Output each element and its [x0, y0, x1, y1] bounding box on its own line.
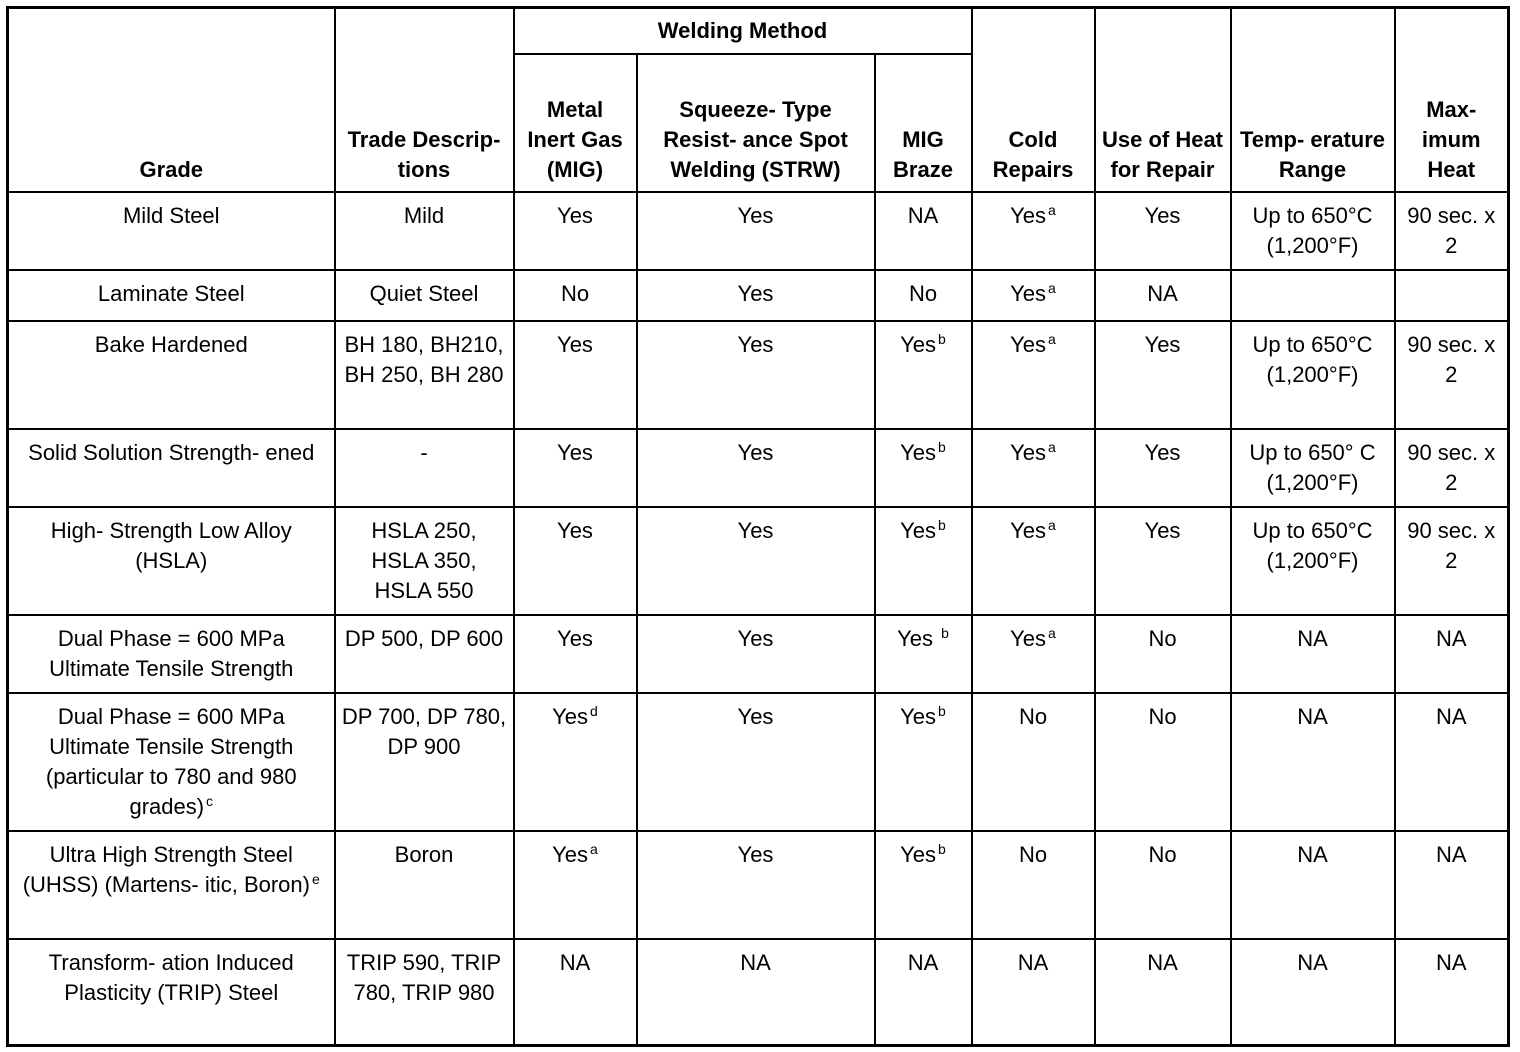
cell-text: Yes: [897, 625, 940, 651]
cell-grade: [8, 615, 335, 693]
cell-trade: Mild: [335, 192, 514, 270]
header-use-of-heat: Use of Heat for Repair: [1095, 8, 1231, 192]
footnote-marker: a: [1048, 624, 1056, 641]
cell-cold: [972, 192, 1095, 270]
table-header: [8, 8, 1509, 192]
footnote-marker: c: [206, 792, 214, 809]
cell-max: NA: [1395, 939, 1509, 1046]
cell-braze: [875, 693, 972, 831]
cell-cold: [972, 429, 1095, 507]
cell-max: 90 sec. x 2: [1395, 192, 1509, 270]
cell-cold: [972, 615, 1095, 693]
cell-text: Yes: [1010, 202, 1047, 228]
cell-text: No: [560, 280, 590, 306]
cell-grade: [8, 831, 335, 939]
cell-braze: [875, 270, 972, 321]
footnote-marker: a: [1048, 438, 1056, 455]
table-row: [8, 192, 1509, 270]
cell-text: NA: [1017, 949, 1049, 975]
cell-text: NA: [559, 949, 591, 975]
cell-text: Yes: [1010, 439, 1047, 465]
cell-text: No: [1018, 841, 1048, 867]
footnote-marker: a: [590, 840, 598, 857]
cell-text: Yes: [557, 625, 593, 651]
cell-grade: [8, 429, 335, 507]
cell-strw: Yes: [637, 429, 875, 507]
cell-temp: [1231, 270, 1395, 321]
cell-strw: Yes: [637, 321, 875, 429]
header-maximum-heat: Max- imum Heat: [1395, 8, 1509, 192]
cell-max: [1395, 270, 1509, 321]
cell-trade: HSLA 250, HSLA 350, HSLA 550: [335, 507, 514, 615]
footnote-marker: b: [938, 438, 946, 455]
header-trade-descriptions: Trade Descrip- tions: [335, 8, 514, 192]
cell-cold: [972, 321, 1095, 429]
cell-temp: Up to 650°C (1,200°F): [1231, 192, 1395, 270]
cell-heat: Yes: [1095, 507, 1231, 615]
cell-braze: [875, 507, 972, 615]
cell-cold: [972, 507, 1095, 615]
cell-heat: Yes: [1095, 192, 1231, 270]
cell-mig: [514, 939, 637, 1046]
cell-text: Yes: [900, 331, 937, 357]
table-row: [8, 831, 1509, 939]
cell-text: Ultra High Strength Steel (UHSS) (Martens- itic, Boron): [22, 841, 310, 897]
footnote-marker: a: [1048, 330, 1056, 347]
cell-trade: Boron: [335, 831, 514, 939]
header-welding-method: Welding Method: [514, 8, 972, 54]
cell-text: Dual Phase = 600 MPa Ultimate Tensile Strength: [49, 625, 294, 681]
cell-braze: [875, 615, 972, 693]
cell-mig: [514, 192, 637, 270]
table-row: [8, 270, 1509, 321]
cell-mig: [514, 615, 637, 693]
cell-text: Mild Steel: [122, 202, 220, 228]
cell-text: High- Strength Low Alloy (HSLA): [50, 517, 292, 573]
cell-text: No: [908, 280, 938, 306]
footnote-marker: b: [941, 624, 949, 641]
cell-strw: Yes: [637, 615, 875, 693]
cell-cold: [972, 939, 1095, 1046]
cell-text: Yes: [900, 517, 937, 543]
footnote-marker: b: [938, 702, 946, 719]
cell-text: Solid Solution Strength- ened: [28, 439, 315, 465]
cell-braze: [875, 429, 972, 507]
header-grade: Grade: [8, 8, 335, 192]
cell-grade: [8, 192, 335, 270]
cell-cold: [972, 693, 1095, 831]
cell-grade: [8, 693, 335, 831]
cell-strw: Yes: [637, 192, 875, 270]
cell-braze: [875, 831, 972, 939]
cell-max: 90 sec. x 2: [1395, 321, 1509, 429]
table-row: [8, 615, 1509, 693]
cell-mig: [514, 693, 637, 831]
cell-text: NA: [907, 202, 939, 228]
cell-strw: Yes: [637, 507, 875, 615]
table-row: [8, 429, 1509, 507]
cell-text: Yes: [557, 439, 593, 465]
footnote-marker: e: [311, 870, 320, 887]
cell-trade: DP 700, DP 780, DP 900: [335, 693, 514, 831]
cell-trade: TRIP 590, TRIP 780, TRIP 980: [335, 939, 514, 1046]
header-mig-braze: MIG Braze: [875, 54, 972, 192]
cell-strw: Yes: [637, 693, 875, 831]
cell-max: 90 sec. x 2: [1395, 507, 1509, 615]
footnote-marker: b: [938, 840, 946, 857]
cell-mig: [514, 321, 637, 429]
cell-text: Dual Phase = 600 MPa Ultimate Tensile Strength (particular to 780 and 980 grades): [45, 703, 297, 819]
cell-text: Yes: [1010, 517, 1047, 543]
cell-heat: No: [1095, 615, 1231, 693]
cell-braze: [875, 192, 972, 270]
cell-cold: [972, 831, 1095, 939]
cell-max: 90 sec. x 2: [1395, 429, 1509, 507]
footnote-marker: a: [1048, 201, 1056, 218]
header-mig: Metal Inert Gas (MIG): [514, 54, 637, 192]
footnote-marker: a: [1048, 516, 1056, 533]
cell-grade: [8, 939, 335, 1046]
cell-mig: [514, 429, 637, 507]
cell-braze: [875, 939, 972, 1046]
footnote-marker: d: [590, 702, 598, 719]
cell-heat: NA: [1095, 270, 1231, 321]
cell-text: NA: [907, 949, 939, 975]
cell-text: Yes: [557, 331, 593, 357]
table-row: [8, 507, 1509, 615]
cell-temp: Up to 650° C (1,200°F): [1231, 429, 1395, 507]
cell-mig: [514, 270, 637, 321]
cell-mig: [514, 507, 637, 615]
cell-text: Transform- ation Induced Plasticity (TRIP) Steel: [48, 949, 294, 1005]
table-row: [8, 939, 1509, 1046]
cell-grade: [8, 270, 335, 321]
cell-strw: NA: [637, 939, 875, 1046]
cell-text: Yes: [557, 202, 593, 228]
cell-grade: [8, 321, 335, 429]
cell-text: Yes: [900, 439, 937, 465]
cell-text: Yes: [1010, 625, 1047, 651]
cell-heat: NA: [1095, 939, 1231, 1046]
cell-text: Yes: [1010, 280, 1047, 306]
footnote-marker: b: [938, 516, 946, 533]
cell-temp: NA: [1231, 615, 1395, 693]
cell-heat: Yes: [1095, 321, 1231, 429]
cell-text: Yes: [900, 703, 937, 729]
table-row: [8, 321, 1509, 429]
cell-grade: [8, 507, 335, 615]
cell-max: NA: [1395, 831, 1509, 939]
cell-text: Bake Hardened: [94, 331, 248, 357]
cell-trade: DP 500, DP 600: [335, 615, 514, 693]
cell-cold: [972, 270, 1095, 321]
cell-mig: [514, 831, 637, 939]
cell-text: Yes: [557, 517, 593, 543]
cell-max: NA: [1395, 693, 1509, 831]
cell-temp: Up to 650°C (1,200°F): [1231, 507, 1395, 615]
cell-strw: Yes: [637, 270, 875, 321]
table-row: [8, 693, 1509, 831]
cell-text: Yes: [900, 841, 937, 867]
footnote-marker: a: [1048, 279, 1056, 296]
table-body: [8, 192, 1509, 1046]
header-cold-repairs: Cold Repairs: [972, 8, 1095, 192]
cell-text: No: [1018, 703, 1048, 729]
cell-trade: BH 180, BH210, BH 250, BH 280: [335, 321, 514, 429]
cell-text: Yes: [552, 841, 589, 867]
cell-braze: [875, 321, 972, 429]
cell-temp: NA: [1231, 831, 1395, 939]
cell-temp: NA: [1231, 939, 1395, 1046]
steel-repair-table: [6, 6, 1510, 1047]
cell-strw: Yes: [637, 831, 875, 939]
footnote-marker: b: [938, 330, 946, 347]
cell-text: Yes: [552, 703, 589, 729]
cell-heat: No: [1095, 693, 1231, 831]
cell-heat: Yes: [1095, 429, 1231, 507]
cell-text: Laminate Steel: [97, 280, 245, 306]
header-temperature-range: Temp- erature Range: [1231, 8, 1395, 192]
cell-trade: -: [335, 429, 514, 507]
header-strw: Squeeze- Type Resist- ance Spot Welding (STRW): [637, 54, 875, 192]
cell-trade: Quiet Steel: [335, 270, 514, 321]
cell-temp: Up to 650°C (1,200°F): [1231, 321, 1395, 429]
cell-text: Yes: [1010, 331, 1047, 357]
cell-max: NA: [1395, 615, 1509, 693]
cell-heat: No: [1095, 831, 1231, 939]
cell-temp: NA: [1231, 693, 1395, 831]
